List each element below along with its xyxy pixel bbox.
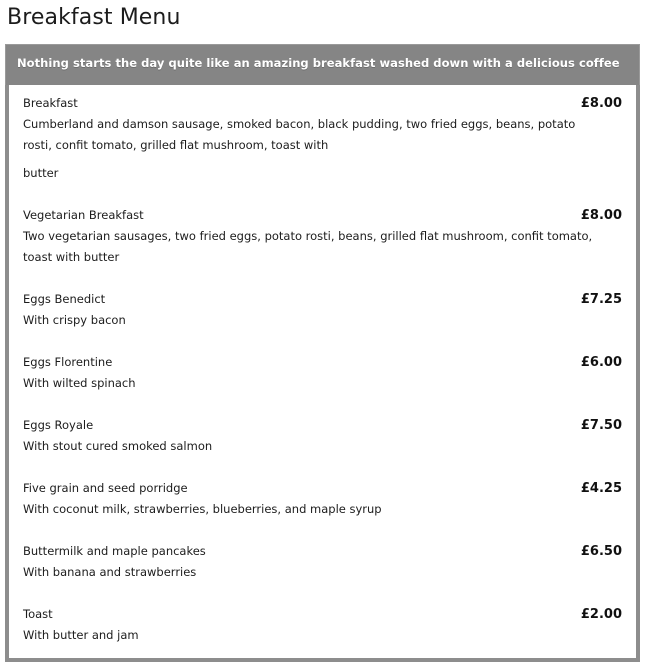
menu-item: [9, 542, 636, 583]
menu-item-description: With coconut milk, strawberries, blueberries, and maple syrup: [23, 502, 382, 516]
menu-item-header: [19, 605, 622, 624]
menu-item-price: £6.50: [580, 544, 622, 559]
menu-item-description: With banana and strawberries: [23, 565, 197, 579]
menu-item-price: £7.25: [580, 292, 622, 307]
menu-item-description-overflow: butter: [23, 166, 59, 180]
menu-item-price: £8.00: [580, 96, 622, 111]
menu-item-header: [19, 542, 622, 561]
menu-item-name: Toast: [23, 607, 53, 621]
menu-item-description: Two vegetarian sausages, two fried eggs, potato rosti, beans, grilled flat mushroom, confit tomato, toast with butter: [23, 229, 593, 264]
menu-item: [9, 479, 636, 520]
menu-item-description: With crispy bacon: [23, 313, 126, 327]
page-title: Breakfast Menu: [7, 5, 181, 30]
menu-item-name: Eggs Florentine: [23, 355, 113, 369]
menu-tagline-banner: [5, 44, 640, 85]
menu-item-price: £4.25: [580, 481, 622, 496]
menu-item-price: £8.00: [580, 208, 622, 223]
menu-item: [9, 290, 636, 331]
menu-item-description: With wilted spinach: [23, 376, 136, 390]
menu-item-description: Cumberland and damson sausage, smoked bacon, black pudding, two fried eggs, beans, potato rosti, confit tomato, grilled flat mushroom, toast with: [23, 117, 576, 152]
menu-item-header: [19, 290, 622, 309]
menu-item-price: £6.00: [580, 355, 622, 370]
menu-item-name: Vegetarian Breakfast: [23, 208, 144, 222]
menu-item-name: Five grain and seed porridge: [23, 481, 188, 495]
menu-item-description: With stout cured smoked salmon: [23, 439, 213, 453]
menu-item-name: Breakfast: [23, 96, 78, 110]
menu-item-price: £2.00: [580, 607, 622, 622]
menu-item: [9, 206, 636, 268]
menu-item-header: [19, 353, 622, 372]
menu-item-name: Eggs Benedict: [23, 292, 106, 306]
menu-item-header: [19, 206, 622, 225]
menu-item-name: Eggs Royale: [23, 418, 94, 432]
menu-item-price: £7.50: [580, 418, 622, 433]
menu-item-header: [19, 416, 622, 435]
menu-item-header: [19, 479, 622, 498]
menu-item-header: [19, 94, 622, 113]
menu-item-name: Buttermilk and maple pancakes: [23, 544, 206, 558]
menu-item: [9, 416, 636, 457]
menu-item: [9, 353, 636, 394]
menu-items-panel: [5, 85, 640, 662]
menu-card: [5, 44, 640, 662]
menu-tagline-text: Nothing starts the day quite like an amazing breakfast washed down with a delicious coffee: [17, 56, 620, 70]
menu-item-description: With butter and jam: [23, 628, 139, 642]
menu-item: [9, 605, 636, 646]
menu-item: [9, 94, 636, 184]
